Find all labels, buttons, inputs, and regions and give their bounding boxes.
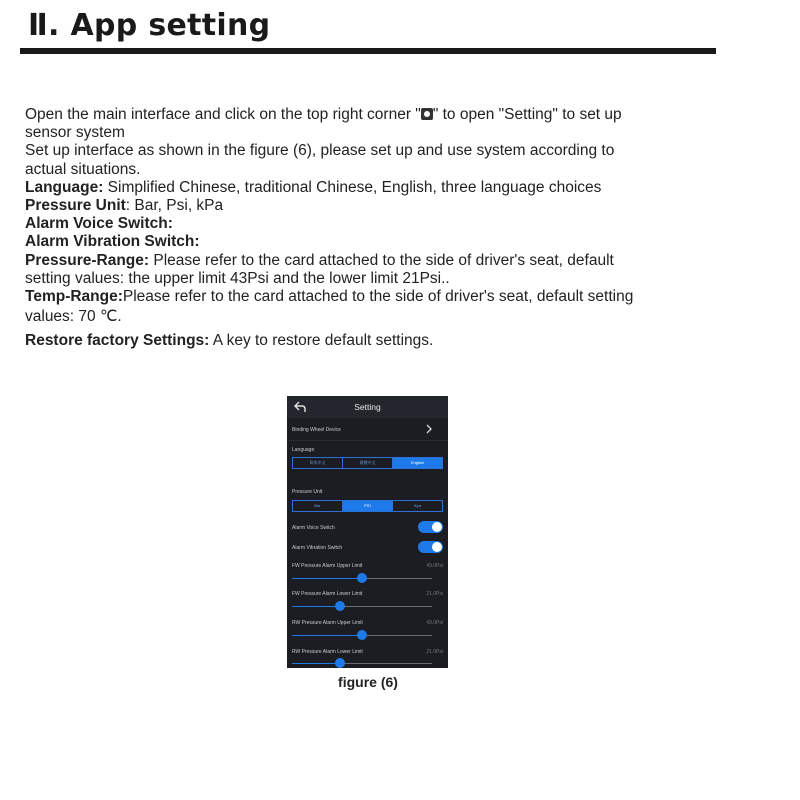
item-term: Alarm Vibration Switch: (25, 233, 200, 251)
item-desc: : Bar, Psi, kPa (125, 197, 224, 215)
item-desc: Please refer to the card attached to the side of driver's seat, default setting (122, 288, 634, 306)
item-term: Restore factory Settings: (25, 332, 210, 350)
slider-value: 21.0Psi (426, 591, 443, 597)
gear-icon (421, 108, 433, 120)
language-option[interactable]: English (393, 458, 442, 468)
instruction-text: Open the main interface and click on the top right corner " (25, 106, 421, 123)
slider-fill (292, 578, 362, 579)
pressure-unit-label: Pressure Unit (292, 489, 323, 495)
slider-knob[interactable] (357, 573, 367, 583)
slider-value: 43.0Psi (426, 563, 443, 569)
instruction-text: " to open "Setting" to set up (432, 106, 622, 123)
item-desc: Please refer to the card attached to the side of driver's seat, default (149, 251, 614, 269)
binding-wheel-label[interactable]: Binding Wheel Device (292, 427, 341, 433)
slider-value: 43.0Psi (426, 620, 443, 626)
slider-label: FW Pressure Alarm Lower Limit (292, 591, 363, 597)
pressure-range-item (25, 252, 725, 270)
pressure-range-cont: setting values: the upper limit 43Psi and the lower limit 21Psi.. (25, 269, 450, 287)
item-term: Alarm Voice Switch: (25, 215, 173, 233)
temp-range-item (25, 288, 725, 306)
alarm-voice-label: Alarm Voice Switch (292, 525, 335, 531)
restore-item (25, 332, 725, 350)
alarm-voice-toggle[interactable] (418, 521, 443, 533)
pressure-unit-option[interactable]: PSI (343, 501, 393, 511)
slider-knob[interactable] (357, 630, 367, 640)
item-term: Pressure-Range: (25, 251, 150, 269)
instruction-line: actual situations. (25, 160, 141, 178)
alarm-vibration-label: Alarm Vibration Switch (292, 545, 343, 551)
item-term: Pressure Unit (25, 197, 126, 215)
language-option[interactable]: 简体中文 (293, 458, 343, 468)
slider-fill (292, 635, 362, 636)
language-item (25, 179, 725, 197)
pressure-slider[interactable] (292, 663, 432, 664)
language-label: Language (292, 447, 315, 453)
temp-range-cont: values: 70 ℃. (25, 308, 122, 326)
heading-divider (20, 48, 716, 54)
pressure-unit-option[interactable]: Bar (293, 501, 343, 511)
instruction-line: Set up interface as shown in the figure (6), please set up and use system according to (25, 142, 615, 160)
alarm-vibration-item (25, 233, 725, 251)
section-heading: Ⅱ. App setting (28, 8, 271, 43)
phone-header (287, 396, 448, 418)
slider-label: FW Pressure Alarm Upper Limit (292, 563, 363, 569)
slider-fill (292, 606, 340, 607)
slider-knob[interactable] (335, 601, 345, 611)
item-term: Temp-Range: (25, 288, 123, 306)
instruction-line (25, 106, 725, 124)
language-segmented-control[interactable] (292, 457, 443, 469)
slider-knob[interactable] (335, 658, 345, 668)
language-option[interactable]: 繁體中文 (343, 458, 393, 468)
pressure-slider[interactable] (292, 606, 432, 607)
slider-fill (292, 663, 340, 664)
item-desc: A key to restore default settings. (209, 332, 434, 350)
chevron-right-icon[interactable] (425, 424, 433, 434)
figure-caption: figure (6) (338, 674, 398, 690)
pressure-unit-option[interactable]: Kpa (413, 503, 422, 508)
instruction-line: sensor system (25, 124, 125, 142)
item-desc: Simplified Chinese, traditional Chinese, English, three language choices (103, 178, 602, 196)
phone-title: Setting (354, 402, 381, 412)
pressure-unit-segmented-control[interactable] (292, 500, 443, 512)
pressure-slider[interactable] (292, 635, 432, 636)
slider-value: 21.0Psi (426, 649, 443, 655)
pressure-slider[interactable] (292, 578, 432, 579)
pressure-unit-item (25, 197, 725, 215)
alarm-voice-item (25, 215, 725, 233)
item-term: Language: (25, 178, 104, 196)
alarm-vibration-toggle[interactable] (418, 541, 443, 553)
slider-label: RW Pressure Alarm Upper Limit (292, 620, 363, 626)
settings-screenshot (287, 396, 448, 668)
divider (287, 440, 448, 441)
instructions-text (25, 106, 725, 351)
slider-label: RW Pressure Alarm Lower Limit (292, 649, 363, 655)
